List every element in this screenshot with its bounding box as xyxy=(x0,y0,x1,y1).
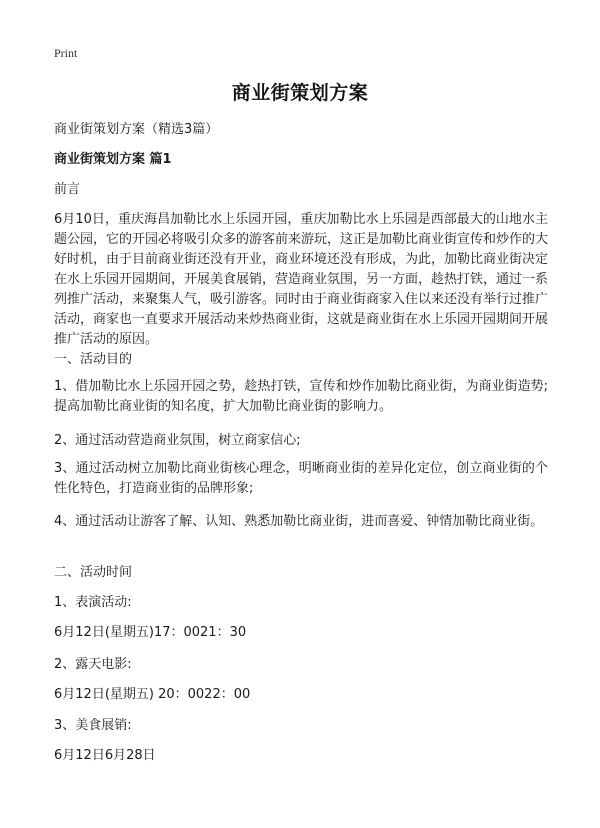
time-item-value: 6月12日(星期五) 20：0022：00 xyxy=(54,687,251,702)
time-item-label: 3、美食展销: xyxy=(54,718,132,733)
purpose-heading: 一、活动目的 xyxy=(54,352,133,367)
intro-paragraph: 6月10日，重庆海昌加勒比水上乐园开园，重庆加勒比水上乐园是西部最大的山地水主题公园，它的开园必将吸引众多的游客前来游玩，这正是加勒比商业街宣传和炒作的大好时机，由于目前商业街还没有开业，商业环境还没有形成，为此，加勒比商业街决定在水上乐园开园期间，开展美食展销，营造商业氛围，另一方面，趁热打铁，通过一系列推广活动，来聚集人气，吸引游客。同时由于商业街商家入住以来还没有举行过推广活动，商家也一直要求开展活动来炒热商业街，这就是商业街在水上乐园开园期间开展推广活动的原因。 xyxy=(54,212,549,347)
document-subtitle: 商业街策划方案（精选3篇） xyxy=(54,122,219,137)
time-item-label: 2、露天电影: xyxy=(54,657,132,672)
purpose-item: 3、通过活动树立加勒比商业街核心理念，明晰商业街的差异化定位，创立商业街的个性化特色，打造商业街的品牌形象; xyxy=(54,461,548,496)
time-heading: 二、活动时间 xyxy=(54,565,133,580)
time-item-value: 6月12日6月28日 xyxy=(54,748,156,763)
preface-label: 前言 xyxy=(54,182,81,197)
time-item-label: 1、表演活动: xyxy=(54,595,132,610)
print-label: Print xyxy=(54,46,78,60)
purpose-item: 2、通过活动营造商业氛围，树立商家信心; xyxy=(54,433,301,448)
document-title: 商业街策划方案 xyxy=(231,82,369,104)
section-heading: 商业街策划方案 篇1 xyxy=(54,152,172,167)
purpose-item: 4、通过活动让游客了解、认知、熟悉加勒比商业街，进而喜爱、钟情加勒比商业街。 xyxy=(54,514,544,529)
purpose-item: 1、借加勒比水上乐园开园之势，趁热打铁，宣传和炒作加勒比商业街，为商业街造势;提高加勒比商业街的知名度，扩大加勒比商业街的影响力。 xyxy=(54,379,548,414)
time-item-value: 6月12日(星期五)17：0021：30 xyxy=(54,625,247,640)
